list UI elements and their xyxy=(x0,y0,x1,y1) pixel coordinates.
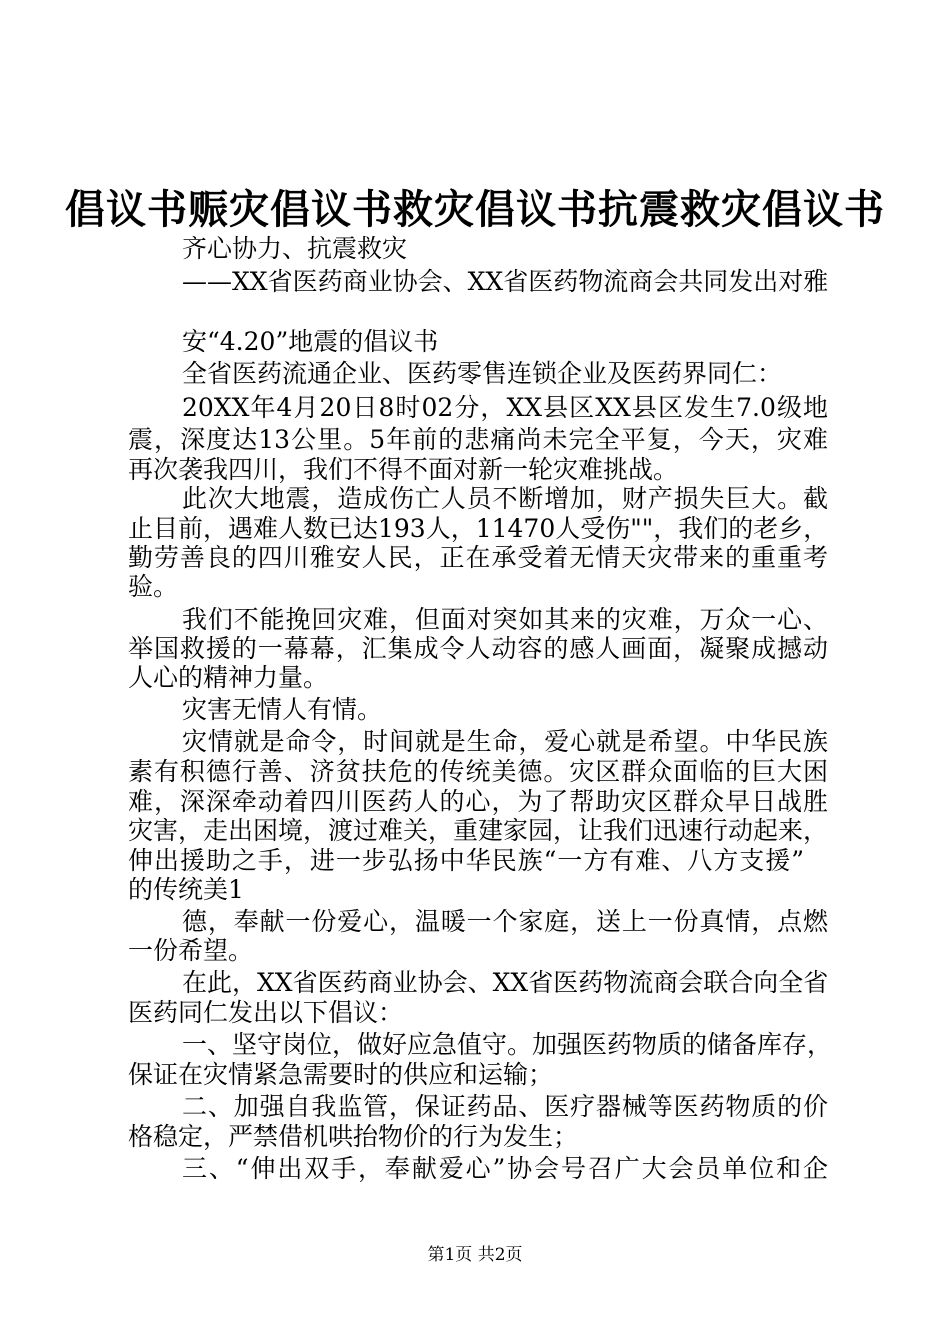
paragraph-line: 灾害无情人有情。 xyxy=(182,695,383,724)
paragraph-line: 的传统美1 xyxy=(128,875,244,904)
paragraph-line: 伸出援助之手，进一步弘扬中华民族“一方有难、八方支援” xyxy=(128,846,804,875)
subtitle-line: 齐心协力、抗震救灾 xyxy=(182,234,408,263)
paragraph-line: 难，深深牵动着四川医药人的心，为了帮助灾区群众早日战胜 xyxy=(128,787,828,816)
document-title: 倡议书赈灾倡议书救灾倡议书抗震救灾倡议书 xyxy=(65,187,885,233)
paragraph-line: 震，深度达13公里。5年前的悲痛尚未完全平复，今天，灾难 xyxy=(128,425,828,454)
page-number: 第1页 共2页 xyxy=(427,1245,523,1265)
paragraph-line: 保证在灾情紧急需要时的供应和运输； xyxy=(128,1060,554,1089)
paragraph-line: 20XX年4月20日8时02分，XX县区XX县区发生7.0级地 xyxy=(182,393,828,422)
paragraph-line: 格稳定，严禁借机哄抬物价的行为发生； xyxy=(128,1122,579,1151)
paragraph-line: 医药同仁发出以下倡议： xyxy=(128,998,404,1027)
paragraph-line: 一份希望。 xyxy=(128,936,254,965)
paragraph-line: 德，奉献一份爱心，温暖一个家庭，送上一份真情，点燃 xyxy=(182,907,828,936)
paragraph-line: 验。 xyxy=(128,572,179,601)
paragraph-line: 灾情就是命令，时间就是生命，爱心就是希望。中华民族 xyxy=(182,727,828,756)
paragraph-line: 素有积德行善、济贫扶危的传统美德。灾区群众面临的巨大困 xyxy=(128,757,828,786)
paragraph-line: 人心的精神力量。 xyxy=(128,663,329,692)
paragraph-line: 举国救援的一幕幕，汇集成令人动容的感人画面，凝聚成撼动 xyxy=(128,634,828,663)
paragraph-line: 我们不能挽回灾难，但面对突如其来的灾难，万众一心、 xyxy=(182,605,828,634)
subtitle-line: 安“4.20”地震的倡议书 xyxy=(182,327,439,356)
paragraph-line: 此次大地震，造成伤亡人员不断增加，财产损失巨大。截 xyxy=(182,484,828,513)
paragraph-line: 在此，XX省医药商业协会、XX省医药物流商会联合向全省 xyxy=(182,968,829,997)
paragraph-line: 三、“伸出双手，奉献爱心”协会号召广大会员单位和企 xyxy=(182,1154,828,1183)
subtitle-line: ——XX省医药商业协会、XX省医药物流商会共同发出对雅 xyxy=(182,267,829,296)
paragraph-line: 一、坚守岗位，做好应急值守。加强医药物质的储备库存， xyxy=(182,1030,833,1059)
paragraph-line: 灾害，走出困境，渡过难关，重建家园，让我们迅速行动起来， xyxy=(128,816,829,845)
paragraph-line: 二、加强自我监管，保证药品、医疗器械等医药物质的价 xyxy=(182,1092,828,1121)
paragraph-line: 止目前，遇难人数已达193人，11470人受伤""，我们的老乡， xyxy=(128,514,829,543)
salutation-line: 全省医药流通企业、医药零售连锁企业及医药界同仁： xyxy=(182,359,783,388)
paragraph-line: 勤劳善良的四川雅安人民，正在承受着无情天灾带来的重重考 xyxy=(128,543,828,572)
paragraph-line: 再次袭我四川，我们不得不面对新一轮灾难挑战。 xyxy=(128,455,679,484)
